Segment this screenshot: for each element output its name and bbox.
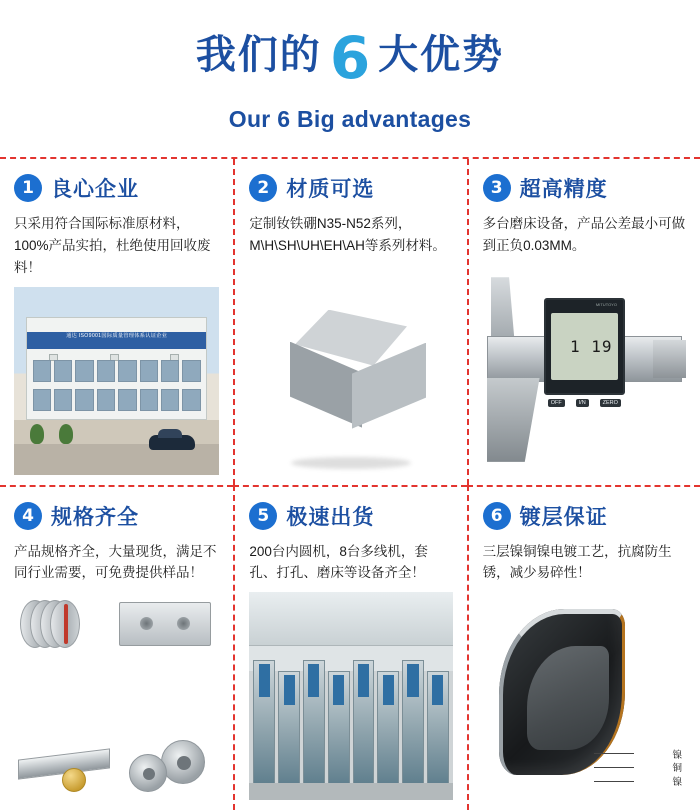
ring-magnet [129,754,167,792]
layer-label-copper: 铜 [672,763,682,775]
window-row [33,389,201,411]
card-header [14,501,219,531]
workshop-floor [249,783,452,800]
block-magnet [119,602,211,646]
machine-unit [377,671,399,788]
card-media-2 [249,265,452,479]
card-title-1: 良心企业 [51,178,139,201]
disc-red-marker [64,604,68,644]
coin-scale-reference [62,768,86,792]
factory-banner-text: 通达 ISO9001国际质量管理体系认证企业 [66,332,168,339]
caliper-tail [653,340,686,378]
coating-layers-diagram [483,592,686,800]
advantage-card-6 [467,485,700,810]
advantages-grid [0,157,700,810]
card-text-6: 三层镍铜镍电镀工艺，抗腐防生锈，减少易碎性！ [482,543,672,581]
card-text-1: 只采用符合国际标准原材料，100%产品实拍，杜绝使用回收废料！ [14,216,211,275]
card-title-5: 极速出货 [286,505,375,529]
caliper-display [544,298,625,394]
layer-label-nickel-outer: 镍 [672,749,682,761]
factory-banner [27,332,206,349]
machine-unit [303,660,325,788]
leader-line [594,767,634,768]
car-icon [149,435,195,450]
card-title-2: 材质可选 [286,178,375,201]
card-title-4: 规格齐全 [51,505,139,529]
advantage-card-3 [467,159,700,485]
machine-unit [253,660,275,788]
caliper-button-off: OFF [548,399,565,407]
card-media-3 [483,265,686,479]
advantage-card-4 [0,485,233,810]
caliper-button-inmm: I/N [576,399,589,407]
tree-icon [30,424,44,444]
tree-icon [59,424,73,444]
machine-unit [402,660,424,788]
badge-number-1: 1 [14,174,42,202]
digital-caliper-photo [483,265,686,475]
factory-facade [26,317,207,420]
magnet-cube [276,310,426,430]
leader-line [594,781,634,782]
cube-shadow [291,457,411,469]
machine-unit [427,671,449,788]
card-text-3: 多台磨床设备，产品公差最小可做到正负0.03MM。 [482,216,686,253]
card-header [249,173,452,203]
card-media-4 [14,592,219,804]
machine-unit [278,671,300,788]
card-header [483,501,686,531]
caliper-lcd-value: 1 19 [551,313,618,380]
advantage-card-2 [233,159,466,485]
layer-label-nickel-inner: 镍 [672,777,682,789]
countersink-hole [177,617,190,630]
card-text-5: 200台内圆机，8台多线机，套孔、打孔、磨床等设备齐全！ [249,543,428,581]
magnet-shapes-photo [14,592,219,800]
title-number: 6 [329,24,371,92]
badge-number-3: 3 [483,174,511,202]
window-row [33,360,201,382]
machine-workshop-photo [249,592,452,800]
advantage-card-5 [233,485,466,810]
card-header [14,173,219,203]
factory-building-photo [14,287,219,475]
card-title-6: 镀层保证 [519,505,608,529]
title-prefix: 我们的 [195,33,322,77]
card-text-4: 产品规格齐全，大量现货，满足不同行业需要，可免费提供样品！ [14,543,217,581]
badge-number-6: 6 [483,502,511,530]
title-suffix: 大优势 [378,33,505,77]
disc-magnet-stack [20,600,96,652]
caliper-button-row [548,399,621,407]
card-media-5 [249,592,452,804]
card-title-3: 超高精度 [519,178,608,201]
advantage-card-1 [0,159,233,485]
card-media-1 [14,287,219,479]
card-header [249,501,452,531]
ring-magnet [161,740,205,784]
card-media-6 [483,592,686,804]
machine-unit [353,660,375,788]
caliper-lower-jaw [487,378,540,462]
card-header [483,173,686,203]
badge-number-5: 5 [249,502,277,530]
workshop-ceiling [249,592,452,646]
page-title [0,24,700,92]
badge-number-2: 2 [249,174,277,202]
leader-line [594,753,634,754]
subtitle-english: Our 6 Big advantages [228,106,472,132]
magnet-cube-photo [249,265,452,475]
card-text-2: 定制钕铁硼N35-N52系列，M\H\SH\UH\EH\AH等系列材料。 [249,216,446,253]
layer-label-list [672,749,682,790]
machine-unit [328,671,350,788]
machine-row [253,655,448,788]
caliper-brand-label: MITUTOYO [595,302,617,308]
caliper-button-zero: ZERO [600,399,621,407]
badge-number-4: 4 [14,502,42,530]
poster-header [0,0,700,133]
countersink-hole [140,617,153,630]
